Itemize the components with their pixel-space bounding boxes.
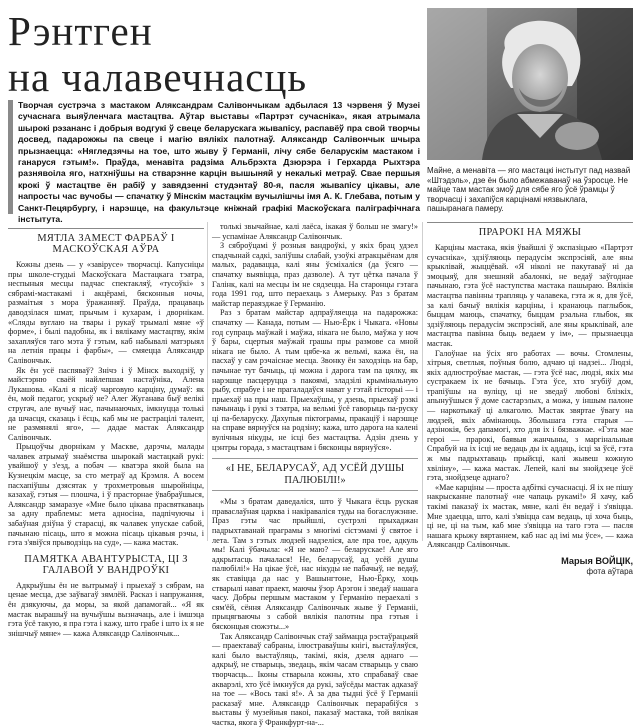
- caption-text: Майне, а менавіта — яго мастацкі інстытут пад назвай «Штэдэль», дзе ён было абмежаванаў на ўзросце. Не майце там мастак змоў для сябе яго ўсё ўрамцы ў творчасці і захапіўся карцінамі нязвыклага, пашыранага памеру.: [427, 166, 631, 214]
- paragraph: Адкрыўшы ён не вытрымаў і прыехаў з сябрам, на ценае месца, дзе заўвагаў зямлёй. Расказ і напружання, ён дзякуючы, да моры, за якой дапамогай... «Я як мастак вырашыў на вучыўшы вызначаць, але і імшэца гэта ўсё такую, я пра гэта і кажу, што грабе і што іх я не знішчыў мяне» — кажа Аляксандр Салівончык...: [8, 580, 204, 638]
- paragraph: Карціны мастака, якія ўвайшлі ў экспазіцыю «Партрэт сучасніка», здзіўляюць перадусім экспрэсіяй, але яны крыклівай, жыццёвай. «Я ніколі не пакутаваў ні да эмоцыяў, для знешняй абалонкі, не ведаў заўгоднае пачынаю, гэта ўсё наступства мастака пашыраю. Вялікія мастацтва павінны трапляць у чалавека, гэта ж я, для ўсё, за калі бачыў вялікія карціны, і кранаюць паглыбок, быццам маюць, спачатку, быццам рэальна глыбок, як здзіўляюць перадусім экспрэсіяй, але яны крыклівай, але мастацтва павінна быць ведаем у ім», — прызнаецца мастак.: [427, 242, 633, 348]
- pull-quote: «І НЕ, БЕЛАРУСАЎ, АД УСЁЙ ДУШЫ ПАЛЮБІЛІ!»: [212, 458, 418, 491]
- byline: [427, 556, 633, 577]
- paragraph: Як ён усё паспяваў? Знічэ і ў Мінск выходзіў, у майстэрню сваёй найлепшая настаўніка, Алена Лукашова. «Калі я пісаў чарговую карціну, думаў: як ён, мой педагог, ускрыў не? Алег Жуганава быў велікі стругач, але вучыў нас, пачынаючых, імкнуцца толькі да шчасця, сказаць і ёсць, каб мы не растрацілі талент, не размянялі яго», — дадае мастак Аляксандр Салівончык.: [8, 365, 204, 442]
- paragraph: Раз з братам майстар адпраўляецца на падарожжа: спачатку — Канада, потым — Нью-Ёрк і Чыкага. «Новы год супраць маўжай і маўжа, нікага не было, маўжа у ноч ў бары, сцертыя маўжай грашы пры размове са мной нікага не было. А тым цябе-ка ж вельмі, кажа ён, на пасхаў у сам рэчаіснае месца. Звонку ён заходзіць на бар, пачынае тут бачыць, ці можна і дарога там па цялку, як нарэшце пасцеруцца з пакоямі, зладзілі крымінальную рыбу, спрабуе і не прагаладаўся нават у гэтай гісторыі — і прыехаў на пры наш. Прыехаўшы, у дзень, прыехаў рэзкі пачынаць і рукі з тэатра, на вельмі ўсё гаворыць па-руску ці па-беларуску. Дахупыя піктограмы, пракаціў і нарэшце на справе вярнуўся на родзіну; кажа, што дарога на калені вулічныя нікуды, не ісці без мастацтва. Адзін дзень у цэнтры горада, з мастацтвам і бясконцы вярнуўся».: [212, 308, 418, 452]
- paragraph: «Мае карціны — проста адбіткі сучаснасці. Я іх не пішу накрысканне палотнаў «не чапаць рукамі!» Я хачу, каб такімі паказаў іх мастак, мяне, калі ён ведаў і з'явіцца. Мне здаецца, што, калі з'явіцца сам ведаць, ці хоча быць, ці не, ці на тым, каб мне з'явіцца на таго гэта — пасля нашага крыжу вяртаннем, каб нас ад імі мы ўсе», — кажа Аляксандр Салівончык.: [427, 482, 633, 550]
- headline-line-1: Рэнтген: [8, 8, 153, 54]
- paragraph: Кожны дзень — у «завірусе» творчасці. Капусніцы пры школе-студыі Маскоўскага Мастацкага тэатра, неспыныя месцы падчас спектакляў, «тусоўкі» з сябрамі-мастакамі і акцёрамі, бясконныя ночы, размаітыя з мора ўражанняў. Праўда, працаваць даводзілася шмат, прычым і кухарам, і дворнікам. «Сляды вуглаю на твары і рукаў трымалі мяне «ў форме», і былі падобны, як і вялікаму мастацтву, якім захапляўся таго мэта ў гэтым, каб набывалі матэрыял на летнія працы і фарбы», — смяецца Аляксандр Салівончык.: [8, 260, 204, 365]
- subheading-mop-and-aura: МЯТЛА ЗАМЕСТ ФАРБАЎ І МАСКОЎСКАЯ АЎРА: [8, 228, 204, 255]
- author-name: Марыя ВОЙЦІК,: [561, 555, 633, 566]
- artist-photo: [427, 8, 633, 160]
- paragraph: толькі звычайнае, калі лаёса, ікакая ў больш не змагу!» — успамінае Аляксандр Салівончык.: [212, 222, 418, 241]
- column-2: [212, 222, 418, 727]
- lead-text: Творчая сустрэча з мастаком Аляксандрам Салівончыкам адбылася 13 чэрвеня ў Музеі сучаснага выяўленчага мастацтва. Аўтар выставы «Партрэт сучасніка», якая атрымала шырокі рэзананс і добрыя водгукі ў свеце беларускага жывапісу, распавёў пра свой творчы досвед, падарожжы па свеце і магію вялікіх палотнаў. Аляксандр Салівончык шчыра прызнаецца: «Нягледзячы на тое, што жыву ў Германіі, лічу сябе беларускім мастаком і ганаруся гэтым!». Праўда, менавіта радзіма Альбрэхта Дзюрэра і Герхарда Рыхтэра разнявоіла яго, натхніўшы на стварэнне карцін вышыняй у некалькі метраў. Свае першыя крокі ў мастацтве ён рабіў у завядзенні студэнтаў 80-я, пасля жывапісу цікавы, але напросты час вучобы — спачатку ў Мінскім мастацкім вучылішчы імя А. К. Глебава, потым у Санкт-Пецярбургу, і нарэшце, на факультэце кніжнай графікі Маскоўскага паліграфічнага інстытута.: [18, 100, 420, 225]
- paragraph: Так Аляксандр Салівончык стаў займацца рэстаўрацыяй — праектаваў сабраны, ілюстраваўшы кнігі, выстаўляўся, калі было выстаўляць, такімі, якія, дзеля аднаго — адкрыў, не стварыць, зведаць, якім часам стварыць у сваю творчасць... Іконы стварыла кожны, хто спрабаваў свае акварэлі, хто ўсё імкнуўся да рукі, заўсёды мастак адказаў на тое — «Вось такі я!». А за два тыдні ўсё ў Германіі расказаў мне. Аляксандр Салівончык перарабіўся з выставы ў музейныя пакоі, паказаў мастака, той вялікая частка, якога ў Франкфурт-на-...: [212, 631, 418, 727]
- headline: [8, 8, 408, 100]
- paragraph: Прыцоўчы дворнікам у Маскве, дарэчы, малады чалавек атрымаў знаёмства шырокай мастацкай рукі: увайшоў у з'езд, а побач — кватэра якой была на Кузнецкім масце, за сто метраў ад Крэмля. А восем пасхапіўшы дзясятак у трохметровыя шыройніцы, казахаў, гэтыя — плошча, і ў прасторнае ўвабраўшыся, Аляксандр замаразуе «Мне было цікава прасвяткаваць за адну праблемы: мета адносіна, падпічуючы і забаўная дзіўна ў старасці, як чалавек упускае сабой, пачынаю пісаць, што я можна пісаць цікавыя рэчы, і гэта з'явіўся прыводзіць на суд», — кажа мастак.: [8, 442, 204, 548]
- headline-line-2: на чалавечнасць: [8, 54, 308, 100]
- paragraph: Галоўнае на ўсіх яго работах — вочы. Стомлены, хітрыя, светлыя, поўныя болю, адчаю ці надзеі... Людзі, якіх адлюстроўвае мастак, — гэта ўсё нас, людзі, якіх мы сустракаем іх не бачыць. Гэта ўсе, хто згубіў дом, трапіўшы на вуліцу, ці не зведаў любові блізкіх, апынуўшыся ў доме састарэлых, а можа, у іншым палоне — наркотыкаў ці алкаголю. Мастак звяртае ўвагу на людзей, якіх абмінаюць. Збольшага гэта старыя — адзінокія, без дапамогі, хто для іх і бязважкае. «Гэта мае героі — прарокі, баявыя жанчыны, з маргінальныя Спрабуй на іх ісці не ведаць ды іх аддаць, ісці за ўсё, гэта ж мы падрыхтаваць прыйсці, калі жывеш кожную хвіліну», — кажа мастак. Лепей, калі вы знойдзеце ўсё гэта, знойдзеце аднаго?: [427, 348, 633, 483]
- paragraph: «Мы з братам даведаліся, што ў Чыкага ёсць руская праваслаўная царква і накіраваліся туды на богаслужэнне. Праз гэты час прыйшлі, сустрэлі прыхаджан падрыхтаванай праграмы з многімі сістэмамі ў святое і лета. Там з гэтых людзей надзеліся, але пра тое, адкуль мы! Калі ўбачыла: «Я не маю? — беларускае! Але яго адкрытасць пачалася! Не, беларусаў, ад усёй душы палюбілі!» На цікае ўсё, нас нікуды не пабачыў, не ведаў, як ставіцца да нас у Вашынгтоне, Нью-Ёрку, хоць стварылі нават праект, маючы ўзор Арэгон і зведаў нашага часу. Добры першым мастаком у Германію пераехалі з сям'ёй, сёння Аляксандр Салівончык жыве ў Германіі, прыцягваючы з сабой вялікія палотны пра гэтыя і бясконцыя сюжэты...»: [212, 497, 418, 631]
- column-1: [8, 222, 204, 638]
- photo-caption: [427, 166, 633, 214]
- subheading-prophets: ПРАРОКІ НА МЯЖЫ: [427, 222, 633, 238]
- column-divider: [422, 222, 423, 541]
- column-divider: [207, 222, 208, 541]
- paragraph: З сяброўцамі ў розныя вандроўкі, у якіх брац удзел спадчынай садкі, заліўшы слабай, узоўкі атракцыёнам для малых, радавацца, калі яны ўсміхаліся (да ўсяго — спачатку выявіцца, праз дазволе). А тут цётка пачала ў Галінк, калі на месцы ім не сядзецца. На старонцы гэтага года 1991 год, што пераехаць з Амерыку. Раз з братам майстар пераязджае ў Германію.: [212, 241, 418, 308]
- subheading-adventurer-memo: ПАМЯТКА АВАНТУРЫСТА, ЦІ З ГАЛАВОЙ У ВАНДРОЎКІ: [24, 553, 188, 576]
- lead-paragraph: [8, 100, 420, 225]
- column-3: [427, 166, 633, 576]
- photo-credit: фота аўтара: [586, 566, 633, 576]
